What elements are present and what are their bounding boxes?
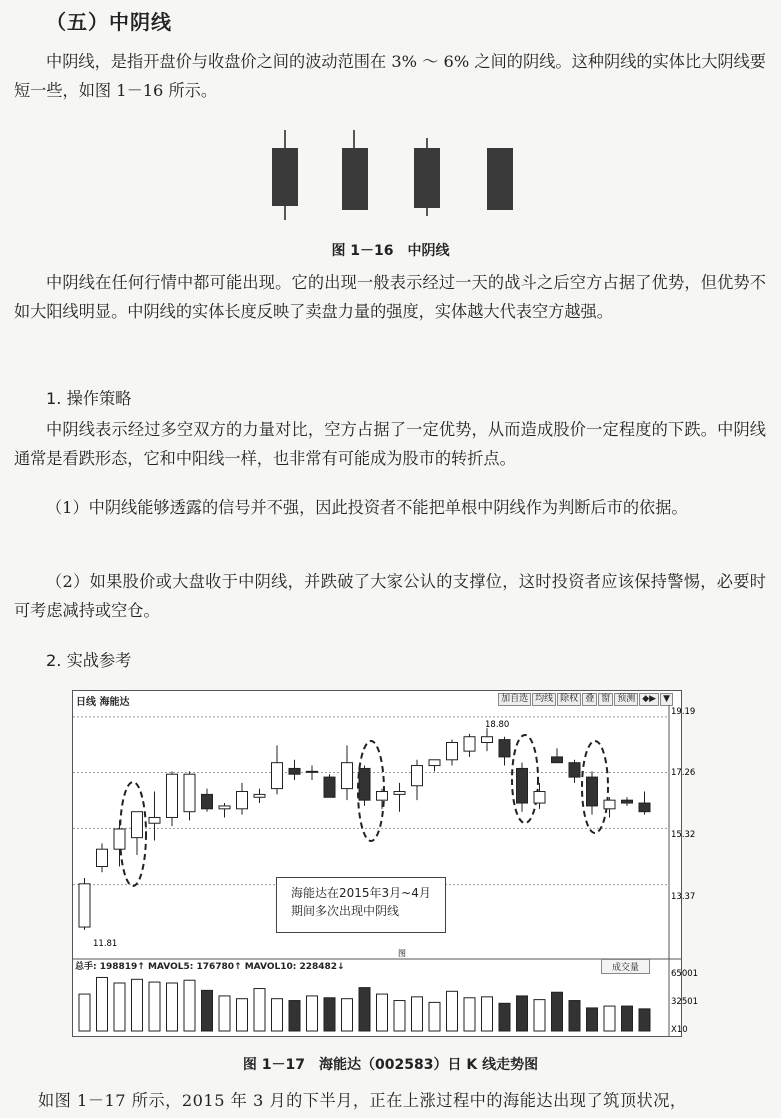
volume-bar bbox=[552, 992, 563, 1031]
candle-body-down bbox=[587, 777, 598, 806]
candle-body-down bbox=[552, 757, 563, 763]
price-tick-19-19: 19.19 bbox=[671, 707, 696, 717]
forecast-button[interactable]: 预测 bbox=[614, 693, 638, 706]
volume-bar bbox=[237, 999, 248, 1031]
kline-chart bbox=[72, 690, 699, 1037]
candle bbox=[254, 789, 265, 803]
candle bbox=[272, 745, 283, 794]
candle-body-up bbox=[167, 774, 178, 817]
candle bbox=[482, 728, 493, 751]
subheading-practice: 2. 实战参考 bbox=[46, 651, 132, 670]
candle bbox=[289, 760, 300, 780]
volume-bar bbox=[114, 983, 125, 1031]
price-tick-13-37: 13.37 bbox=[671, 892, 696, 902]
candle-body-up bbox=[149, 817, 160, 823]
candle bbox=[184, 771, 195, 820]
candle-body-up bbox=[114, 829, 125, 849]
volume-bar bbox=[289, 1001, 300, 1031]
candle bbox=[499, 737, 510, 766]
candle bbox=[149, 792, 160, 841]
low-price-label: 11.81 bbox=[93, 939, 118, 949]
price-tick-15-32: 15.32 bbox=[671, 830, 696, 840]
candle-body-up bbox=[272, 763, 283, 789]
candle bbox=[132, 812, 143, 855]
volume-bar bbox=[359, 988, 370, 1031]
candle-body-up bbox=[464, 737, 475, 751]
chart-title: 日线 海能达 bbox=[76, 697, 130, 708]
volume-bar bbox=[429, 1002, 440, 1031]
volume-bar bbox=[254, 989, 265, 1031]
candle bbox=[429, 760, 440, 772]
candle-body-up bbox=[254, 794, 265, 797]
candle-body-up bbox=[237, 792, 248, 809]
candle bbox=[219, 803, 230, 817]
menu-dropdown-button[interactable]: ▼ bbox=[660, 693, 673, 706]
volume-bar bbox=[499, 1003, 510, 1031]
candle bbox=[604, 797, 615, 817]
volume-tick-x10: X10 bbox=[671, 1025, 688, 1035]
marker-bottom: 图 bbox=[398, 949, 406, 958]
figure-1-17-caption: 图 1－17 海能达（002583）日 K 线走势图 bbox=[242, 1057, 539, 1073]
volume-bar bbox=[167, 983, 178, 1031]
candle-body-up bbox=[184, 774, 195, 811]
volume-bar bbox=[587, 1008, 598, 1031]
candle-1-body bbox=[272, 148, 298, 206]
volume-bar bbox=[307, 996, 318, 1031]
volume-dropdown[interactable]: 成交量 bbox=[601, 959, 650, 974]
paragraph-definition: 中阴线，是指开盘价与收盘价之间的波动范围在 3% ～ 6% 之间的阴线。这种阴线的实体比大阴线要短一些，如图 1－16 所示。 bbox=[14, 52, 766, 100]
volume-indicator-label: 总手: 198819↑ MAVOL5: 176780↑ MAVOL10: 228482↓ bbox=[75, 962, 345, 972]
candle-body-up bbox=[377, 792, 388, 801]
candle-body-up bbox=[429, 760, 440, 766]
paragraph-point-1: （1）中阴线能够透露的信号并不强，因此投资者不能把单根中阴线作为判断后市的依据。 bbox=[46, 498, 688, 517]
candlestick-plot bbox=[73, 691, 699, 1036]
volume-bar bbox=[342, 999, 353, 1031]
candle bbox=[587, 771, 598, 814]
candle bbox=[569, 760, 580, 783]
candle-body-up bbox=[97, 849, 108, 866]
volume-bar bbox=[97, 977, 108, 1031]
candle-body-up bbox=[219, 806, 230, 809]
candle bbox=[622, 797, 633, 806]
candle-body-up bbox=[307, 771, 318, 772]
candle-body-down bbox=[639, 803, 650, 812]
volume-bar bbox=[132, 979, 143, 1031]
candle-body-down bbox=[569, 763, 580, 777]
candle-body-up bbox=[534, 792, 545, 804]
volume-bar bbox=[184, 980, 195, 1031]
candle bbox=[237, 783, 248, 815]
candle-body-down bbox=[202, 794, 213, 808]
candle bbox=[394, 783, 405, 812]
figure-1-16-caption: 图 1－16 中阴线 bbox=[331, 243, 450, 259]
nav-arrows-button[interactable]: ◆▶ bbox=[639, 693, 659, 706]
candle-body-up bbox=[394, 792, 405, 795]
candle bbox=[447, 740, 458, 766]
volume-bar bbox=[622, 1006, 633, 1031]
candle bbox=[464, 734, 475, 757]
candle-3-body bbox=[414, 148, 440, 208]
candle-body-down bbox=[499, 740, 510, 757]
candle bbox=[517, 763, 528, 812]
volume-bar bbox=[517, 996, 528, 1031]
window-button[interactable]: 窗 bbox=[598, 693, 613, 706]
paragraph-point-2: （2）如果股价或大盘收于中阴线，并跌破了大家公认的支撑位，这时投资者应该保持警惕，必要时可考虑减持或空仓。 bbox=[14, 572, 766, 620]
annotation-line-1: 海能达在2015年3月~4月 bbox=[291, 886, 431, 900]
exright-button[interactable]: 除权 bbox=[557, 693, 581, 706]
volume-bar bbox=[639, 1009, 650, 1031]
candle-body-up bbox=[132, 812, 143, 838]
candle bbox=[79, 878, 90, 930]
candle bbox=[342, 745, 353, 800]
candle-body-up bbox=[412, 766, 423, 786]
candle bbox=[114, 820, 125, 866]
volume-bar bbox=[272, 999, 283, 1031]
candle bbox=[307, 766, 318, 780]
volume-bar bbox=[464, 998, 475, 1031]
volume-bar bbox=[79, 994, 90, 1031]
candle bbox=[377, 789, 388, 809]
volume-bar bbox=[324, 998, 335, 1031]
candle bbox=[639, 792, 650, 815]
volume-bar bbox=[482, 997, 493, 1031]
volume-bar bbox=[394, 1001, 405, 1031]
chart-annotation bbox=[276, 877, 446, 933]
annotation-line-2: 期间多次出现中阴线 bbox=[291, 904, 400, 918]
candle-body-down bbox=[517, 768, 528, 803]
candle-4-body bbox=[487, 148, 513, 210]
figure-1-16-candles bbox=[262, 128, 518, 224]
volume-bar bbox=[569, 1001, 580, 1031]
price-tick-17-26: 17.26 bbox=[671, 768, 696, 778]
volume-bar bbox=[412, 997, 423, 1031]
volume-tick-32501: 32501 bbox=[671, 997, 699, 1007]
candle-2-body bbox=[342, 148, 368, 210]
candle bbox=[97, 843, 108, 872]
volume-bar bbox=[447, 991, 458, 1031]
candle-body-up bbox=[447, 742, 458, 759]
candle-body-down bbox=[359, 768, 370, 800]
candle bbox=[202, 789, 213, 812]
candle-body-up bbox=[79, 884, 90, 927]
candle-body-down bbox=[324, 777, 335, 797]
volume-tick-65001: 65001 bbox=[671, 969, 699, 979]
candle bbox=[412, 760, 423, 800]
candle-body-up bbox=[482, 737, 493, 743]
candle bbox=[359, 766, 370, 806]
volume-bar bbox=[604, 1006, 615, 1031]
volume-bar bbox=[149, 982, 160, 1031]
subheading-strategy: 1. 操作策略 bbox=[46, 389, 132, 408]
candle bbox=[167, 771, 178, 826]
section-heading: （五）中阴线 bbox=[46, 10, 172, 34]
add-watchlist-button[interactable]: 加自选 bbox=[498, 693, 531, 706]
paragraph-case: 如图 1－17 所示，2015 年 3 月的下半月，正在上涨过程中的海能达出现了筑顶状况， bbox=[38, 1091, 687, 1110]
paragraph-strategy: 中阴线表示经过多空双方的力量对比，空方占据了一定优势，从而造成股价一定程度的下跌。中阴线通常是看跌形态，它和中阳线一样，也非常有可能成为股市的转折点。 bbox=[14, 420, 766, 468]
candle-body-up bbox=[604, 800, 615, 809]
volume-bar bbox=[219, 996, 230, 1031]
ma-button[interactable]: 均线 bbox=[532, 693, 556, 706]
volume-bar bbox=[534, 1000, 545, 1031]
candle bbox=[324, 774, 335, 797]
volume-bar bbox=[202, 990, 213, 1031]
candle-body-up bbox=[342, 763, 353, 789]
volume-bar bbox=[377, 994, 388, 1031]
candle-body-down bbox=[622, 800, 633, 803]
high-price-label: 18.80 bbox=[485, 720, 510, 730]
overlay-button[interactable]: 叠 bbox=[582, 693, 597, 706]
paragraph-meaning: 中阴线在任何行情中都可能出现。它的出现一般表示经过一天的战斗之后空方占据了优势，但优势不如大阳线明显。中阴线的实体长度反映了卖盘力量的强度，实体越大代表空方越强。 bbox=[14, 273, 766, 321]
candle-body-down bbox=[289, 768, 300, 774]
candle bbox=[552, 748, 563, 762]
